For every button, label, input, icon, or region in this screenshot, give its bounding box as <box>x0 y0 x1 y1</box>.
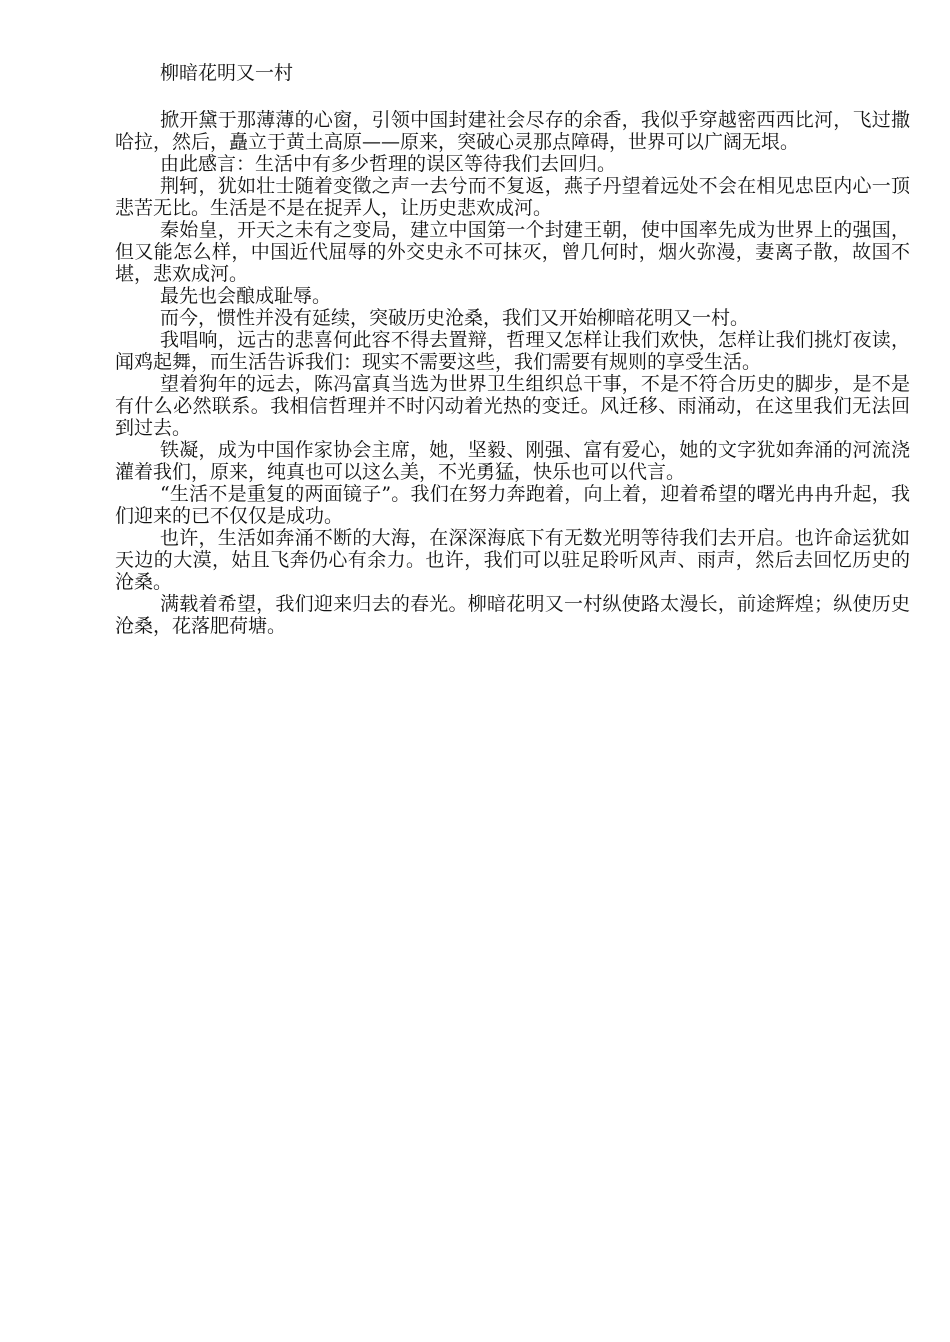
paragraph: 望着狗年的远去，陈冯富真当选为世界卫生组织总干事，不是不符合历史的脚步，是不是有什么必然联系。我相信哲理并不时闪动着光热的变迁。风迁移、雨涌动，在这里我们无法回到过去。 <box>115 373 910 439</box>
paragraph: 也许，生活如奔涌不断的大海，在深深海底下有无数光明等待我们去开启。也许命运犹如天边的大漠，姑且飞奔仍心有余力。也许，我们可以驻足聆听风声、雨声，然后去回忆历史的沧桑。 <box>115 527 910 593</box>
paragraph: 荆轲，犹如壮士随着变徵之声一去兮而不复返，燕子丹望着远处不会在相见忠臣内心一顶悲苦无比。生活是不是在捉弄人，让历史悲欢成河。 <box>115 175 910 219</box>
paragraph: 而今，惯性并没有延续，突破历史沧桑，我们又开始柳暗花明又一村。 <box>160 307 750 329</box>
paragraph: 我唱响，远古的悲喜何此容不得去置辩，哲理又怎样让我们欢快，怎样让我们挑灯夜读，闻鸡起舞，而生活告诉我们：现实不需要这些，我们需要有规则的享受生活。 <box>115 329 910 373</box>
paragraph: 满载着希望，我们迎来归去的春光。柳暗花明又一村纵使路太漫长，前途辉煌；纵使历史沧桑，花落肥荷塘。 <box>115 593 910 637</box>
paragraph: “生活不是重复的两面镜子”。我们在努力奔跑着，向上着，迎着希望的曙光冉冉升起，我们迎来的已不仅仅是成功。 <box>115 483 910 527</box>
paragraph: 秦始皇，开天之未有之变局，建立中国第一个封建王朝，使中国率先成为世界上的强国，但又能怎么样，中国近代屈辱的外交史永不可抹灭，曾几何时，烟火弥漫，妻离子散，故国不堪，悲欢成河。 <box>115 219 910 285</box>
document-body <box>115 62 910 637</box>
paragraph: 掀开黛于那薄薄的心窗，引领中国封建社会尽存的余香，我似乎穿越密西西比河，飞过撒哈拉，然后，矗立于黄土高原——原来，突破心灵那点障碍，世界可以广阔无垠。 <box>115 109 910 153</box>
paragraph: 最先也会酿成耻辱。 <box>160 285 332 307</box>
document-title: 柳暗花明又一村 <box>160 62 294 84</box>
paragraph: 铁凝，成为中国作家协会主席，她，坚毅、刚强、富有爱心，她的文字犹如奔涌的河流浇灌着我们，原来，纯真也可以这么美，不光勇猛，快乐也可以代言。 <box>115 439 910 483</box>
paragraph: 由此感言：生活中有多少哲理的误区等待我们去回归。 <box>160 153 617 175</box>
